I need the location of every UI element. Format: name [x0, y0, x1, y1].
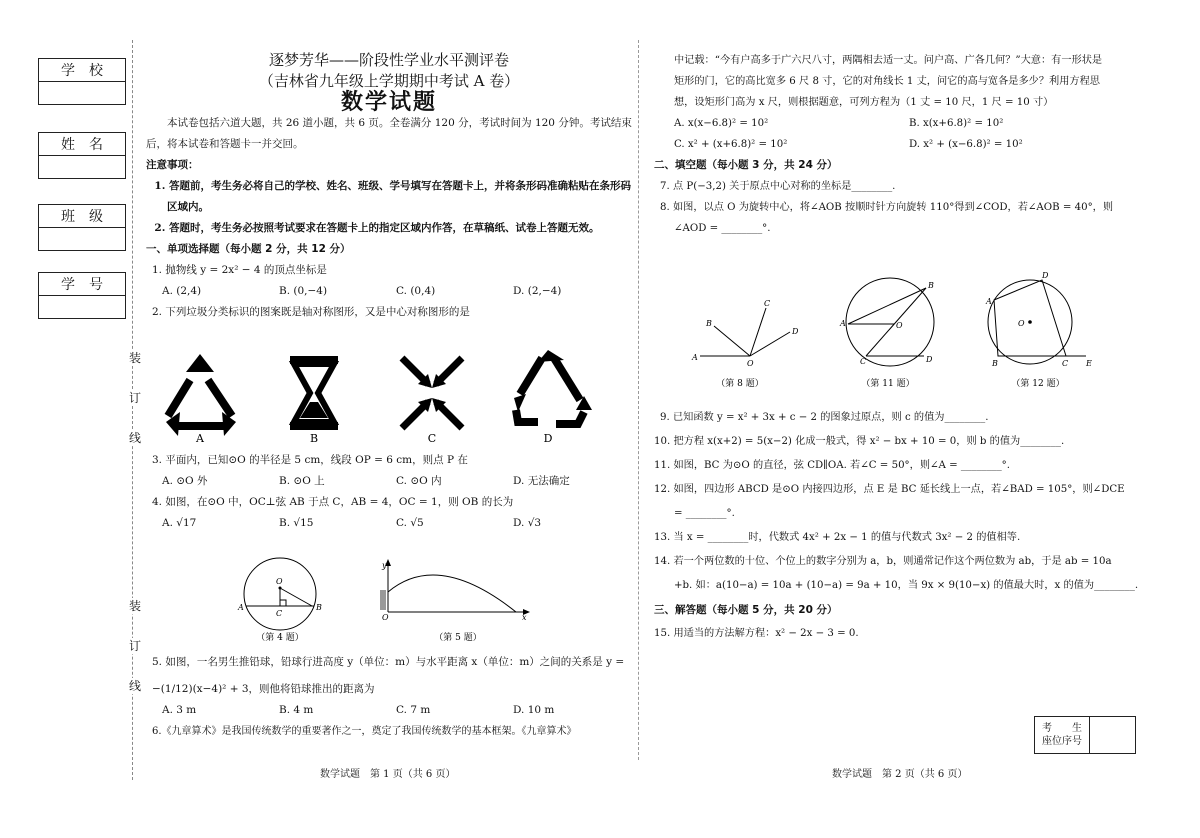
page-1-lower [146, 450, 632, 534]
name-box [38, 132, 126, 179]
q5-options [146, 700, 636, 721]
question-14b: +b. 如：a(10−a) = 10a + (10−a) = 9a + 10，当 9x × 9(10−x) 的值最大时，x 的值为________. [674, 580, 1139, 591]
note-1: 1. 答题前，考生务必将自己的学校、姓名、班级、学号填写在答题卡上，并将条形码准确粘贴在条形码区域内。 [154, 180, 632, 213]
footer-page-1: 数学试题 第 1 页（共 6 页） [320, 769, 456, 780]
q2-label-b: B [309, 432, 319, 445]
q6-option-d[interactable]: D. x² + (x−6.8)² = 10² [909, 139, 1023, 150]
svg-text:y: y [382, 561, 387, 570]
q6-option-c[interactable]: C. x² + (x+6.8)² = 10² [674, 139, 788, 150]
school-box [38, 58, 126, 105]
svg-text:B: B [928, 281, 934, 290]
q6-option-a[interactable]: A. x(x−6.8)² = 10² [674, 118, 769, 129]
svg-text:C: C [764, 299, 771, 308]
question-14a: 14. 若一个两位数的十位、个位上的数字分别为 a，b，则通常记作这个两位数为 ab，于是 ab = 10a [654, 556, 1112, 567]
q1-option-b[interactable]: B. (0,−4) [279, 285, 328, 297]
q1-option-d[interactable]: D. (2,−4) [513, 285, 562, 297]
q1-option-c[interactable]: C. (0,4) [396, 285, 436, 297]
sno-box [38, 272, 126, 319]
figure-5-parabola [388, 562, 528, 612]
svg-text:C: C [860, 357, 867, 366]
name-field[interactable] [39, 156, 125, 178]
svg-text:x: x [522, 613, 527, 622]
note-2: 2. 答题时，考生务必按照考试要求在答题卡上的指定区域内作答，在草稿纸、试卷上答题无效。 [154, 222, 600, 234]
binding-text-2: 装 订 线 [128, 599, 141, 693]
question-12b: = ________°. [674, 508, 735, 519]
figure-5-caption: （第 5 题） [434, 633, 482, 643]
q3-option-c[interactable]: C. ⊙O 内 [396, 475, 442, 487]
svg-text:A: A [692, 353, 698, 362]
question-6-cont-1: 中记载：“今有户高多于广六尺八寸，两隅相去适一丈。问户高、广各几何？”大意：有一形状是 [674, 55, 1103, 66]
figure-11-circle [846, 278, 934, 366]
recycle-variant-icon [516, 358, 584, 424]
section-1-title: 一、单项选择题（每小题 2 分，共 12 分） [146, 243, 351, 255]
figure-11-caption: （第 11 题） [861, 379, 915, 389]
seat-number-box [1034, 716, 1136, 754]
q4-option-d[interactable]: D. √3 [513, 517, 542, 529]
seat-number-field[interactable] [1090, 717, 1135, 753]
title-subject: 数学试题 [340, 89, 437, 115]
class-box [38, 204, 126, 251]
svg-text:O: O [747, 359, 754, 368]
page-2-lower [654, 406, 1144, 646]
q4-option-a[interactable]: A. √17 [162, 517, 197, 529]
q5-option-a[interactable]: A. 3 m [162, 704, 197, 716]
question-8b: ∠AOD = ________°. [674, 223, 771, 234]
q1-options [146, 281, 632, 302]
svg-text:D: D [1042, 271, 1049, 280]
sno-field[interactable] [39, 296, 125, 318]
q6-options-row2 [654, 134, 1144, 155]
q2-label-d: D [543, 432, 553, 445]
q5-option-c[interactable]: C. 7 m [396, 704, 431, 716]
inward-arrows-icon [402, 358, 462, 428]
question-12a: 12. 如图，四边形 ABCD 是⊙O 内接四边形，点 E 是 BC 延长线上一点，若∠BAD = 105°，则∠DCE [654, 484, 1125, 495]
question-8a: 8. 如图，以点 O 为旋转中心，将∠AOB 按顺时针方向旋转 110°得到∠COD，若∠AOB = 40°，则 [660, 202, 1114, 213]
section-3-title: 三、解答题（每小题 5 分，共 20 分） [654, 604, 838, 616]
q3-option-d[interactable]: D. 无法确定 [513, 475, 570, 487]
figures-8-11-12 [690, 270, 1110, 394]
class-label: 班 级 [39, 205, 125, 228]
svg-text:A: A [238, 603, 244, 612]
question-6: 6.《九章算术》是我国传统数学的重要著作之一，奠定了我国传统数学的基本框架。《九章算术》 [152, 726, 577, 737]
figure-8-caption: （第 8 题） [716, 379, 764, 389]
question-6-cont-2: 矩形的门，它的高比宽多 6 尺 8 寸，它的对角线长 1 丈，问它的高与宽各是多少？利用方程思 [674, 76, 1100, 87]
question-1: 1. 抛物线 y = 2x² − 4 的顶点坐标是 [152, 264, 327, 276]
thrower-icon [380, 590, 386, 610]
svg-text:O: O [276, 577, 283, 586]
page-1-bottom [146, 652, 636, 742]
question-9: 9. 已知函数 y = x² + 3x + c − 2 的图象过原点，则 c 的值为________. [660, 412, 989, 423]
question-3: 3. 平面内，已知⊙O 的半径是 5 cm，线段 OP = 6 cm，则点 P 在 [152, 454, 468, 466]
figure-8-angles [700, 308, 790, 356]
figures-4-5 [230, 556, 550, 646]
class-field[interactable] [39, 228, 125, 250]
question-10: 10. 把方程 x(x+2) = 5(x−2) 化成一般式，得 x² − bx + 10 = 0，则 b 的值为________. [654, 436, 1065, 447]
school-field[interactable] [39, 82, 125, 104]
svg-text:A: A [840, 319, 846, 328]
q2-label-c: C [427, 432, 437, 445]
question-13: 13. 当 x = ________时，代数式 4x² + 2x − 1 的值与代数式 3x² − 2 的值相等. [654, 532, 1021, 543]
figure-4-caption: （第 4 题） [256, 633, 304, 643]
figure-12-caption: （第 12 题） [1011, 379, 1065, 389]
q4-options [146, 513, 632, 534]
svg-text:D: D [926, 355, 933, 364]
svg-text:O: O [896, 321, 903, 330]
q4-option-b[interactable]: B. √15 [279, 517, 314, 529]
svg-text:C: C [1062, 359, 1069, 368]
question-5a: 5. 如图，一名男生推铅球，铅球行进高度 y（单位：m）与水平距离 x（单位：m）之间的关系是 y = [152, 656, 625, 668]
question-7: 7. 点 P(−3,2) 关于原点中心对称的坐标是________. [660, 181, 896, 192]
seat-number-label: 考 生 座位序号 [1035, 717, 1090, 753]
intro-text: 本试卷包括六道大题，共 26 道小题，共 6 页。全卷满分 120 分，考试时间为 120 分钟。考试结束后，将本试卷和答题卡一并交回。 [146, 117, 632, 150]
figure-12-circle [988, 280, 1086, 364]
section-2-title: 二、填空题（每小题 3 分，共 24 分） [654, 159, 838, 171]
q2-label-a: A [196, 432, 204, 445]
svg-text:A: A [986, 297, 992, 306]
svg-text:O: O [1018, 319, 1025, 328]
q3-option-b[interactable]: B. ⊙O 上 [279, 475, 325, 487]
page-2 [654, 50, 1144, 239]
svg-text:D: D [792, 327, 799, 336]
title-main: 逐梦芳华——阶段性学业水平测评卷 [268, 51, 509, 69]
title-sub: （吉林省九年级上学期期中考试 A 卷） [258, 72, 520, 90]
svg-text:E: E [1086, 359, 1092, 368]
figure-4-circle [244, 558, 316, 630]
q2-figures [160, 350, 620, 446]
svg-text:O: O [382, 613, 389, 622]
school-label: 学 校 [39, 59, 125, 82]
svg-text:B: B [316, 603, 322, 612]
question-15: 15. 用适当的方法解方程：x² − 2x − 3 = 0. [654, 628, 859, 639]
question-6-cont-3: 想，设矩形门高为 x 尺，则根据题意，可列方程为（1 丈 = 10 尺，1 尺 = 10 寸） [674, 97, 1054, 108]
footer-page-2: 数学试题 第 2 页（共 6 页） [832, 769, 968, 780]
page-divider [638, 40, 639, 760]
question-4: 4. 如图，在⊙O 中，OC⊥弦 AB 于点 C，AB = 4，OC = 1，则 OB 的长为 [152, 496, 514, 508]
svg-text:B: B [992, 359, 998, 368]
q6-option-b[interactable]: B. x(x+6.8)² = 10² [909, 118, 1004, 129]
question-5b: −(1/12)(x−4)² + 3，则他将铅球推出的距离为 [152, 683, 375, 695]
q5-option-b[interactable]: B. 4 m [279, 704, 314, 716]
question-11: 11. 如图，BC 为⊙O 的直径，弦 CD∥OA. 若∠C = 50°，则∠A = ________°. [654, 460, 1011, 471]
q6-options-row1 [654, 113, 1144, 134]
q1-option-a[interactable]: A. (2,4) [162, 285, 202, 297]
q5-option-d[interactable]: D. 10 m [513, 704, 555, 716]
question-2: 2. 下列垃圾分类标识的图案既是轴对称图形，又是中心对称图形的是 [152, 306, 470, 318]
svg-text:C: C [276, 609, 283, 618]
binding-text-1: 装 订 线 [128, 351, 141, 445]
q4-option-c[interactable]: C. √5 [396, 517, 424, 529]
notes-title: 注意事项： [146, 159, 199, 171]
name-label: 姓 名 [39, 133, 125, 156]
page-1 [146, 50, 632, 323]
q3-options [146, 471, 632, 492]
q3-option-a[interactable]: A. ⊙O 外 [162, 475, 208, 487]
hourglass-icon [290, 356, 338, 430]
sno-label: 学 号 [39, 273, 125, 296]
svg-text:B: B [706, 319, 712, 328]
